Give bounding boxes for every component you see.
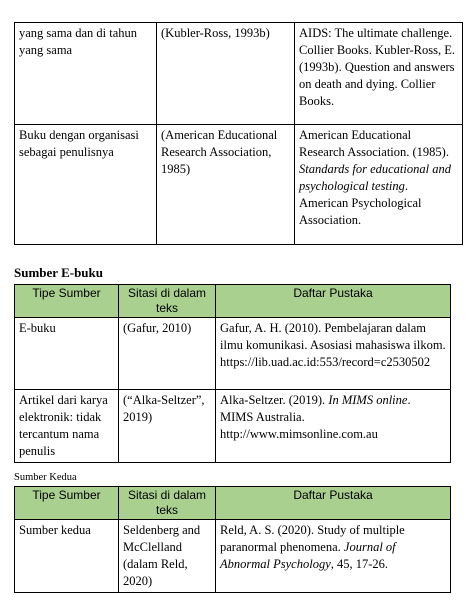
reference-text: Alka-Seltzer. (2019). (220, 393, 329, 407)
reference-text: . MIMS Australia. http://www.mimsonline.com.au (220, 393, 411, 441)
reference-text: Reld, A. S. (2020). Study of multiple paranormal phenomena. (220, 523, 405, 554)
source-type-cell: E-buku (15, 318, 119, 390)
source-type-cell: Buku dengan organisasi sebagai penulisnya (15, 125, 157, 245)
reference-text: American Educational Research Association. (1985). (299, 128, 449, 159)
table-row (15, 318, 451, 390)
reference-cell (216, 520, 451, 593)
column-header: Daftar Pustaka (216, 487, 451, 520)
column-header: Tipe Sumber (15, 487, 119, 520)
reference-text: . American Psychological Association. (299, 179, 422, 227)
source-type-cell: yang sama dan di tahun yang sama (15, 23, 157, 125)
reference-cell: AIDS: The ultimate challenge. Collier Books. Kubler-Ross, E. (1993b). Question and answers on death and dying. Collier Books. (295, 23, 463, 125)
reference-title: Journal of Abnormal Psychology (220, 540, 396, 571)
reference-cell: Gafur, A. H. (2010). Pembelajaran dalam ilmu komunikasi. Asosiasi mahasiswa ilkom. https://lib.uad.ac.id:553/record=c2530502 (216, 318, 451, 390)
section-title: Sumber Kedua (14, 472, 77, 483)
reference-cell (295, 125, 463, 245)
reference-title: Standards for educational and psychological testing (299, 162, 451, 193)
table-row (15, 23, 463, 125)
table-row (15, 390, 451, 463)
table-header-row (15, 487, 451, 520)
column-header: Sitasi di dalam teks (119, 487, 216, 520)
reference-title: In MIMS online (328, 393, 408, 407)
in-text-citation-cell: (Kubler-Ross, 1993b) (157, 23, 295, 125)
in-text-citation-cell: (“Alka-Seltzer”, 2019) (119, 390, 216, 463)
column-header: Sitasi di dalam teks (119, 285, 216, 318)
table-header-row (15, 285, 451, 318)
ebook-citation-table (14, 284, 451, 463)
source-type-cell: Sumber kedua (15, 520, 119, 593)
in-text-citation-cell: (American Educational Research Association, 1985) (157, 125, 295, 245)
secondary-source-table (14, 486, 451, 593)
reference-text: , 45, 17-26. (330, 557, 389, 571)
in-text-citation-cell: Seldenberg and McClelland (dalam Reld, 2020) (119, 520, 216, 593)
reference-cell (216, 390, 451, 463)
in-text-citation-cell: (Gafur, 2010) (119, 318, 216, 390)
table-row (15, 520, 451, 593)
column-header: Tipe Sumber (15, 285, 119, 318)
book-citation-table (14, 22, 463, 245)
column-header: Daftar Pustaka (216, 285, 451, 318)
section-title: Sumber E-buku (14, 265, 103, 280)
table-row (15, 125, 463, 245)
source-type-cell: Artikel dari karya elektronik: tidak tercantum nama penulis (15, 390, 119, 463)
